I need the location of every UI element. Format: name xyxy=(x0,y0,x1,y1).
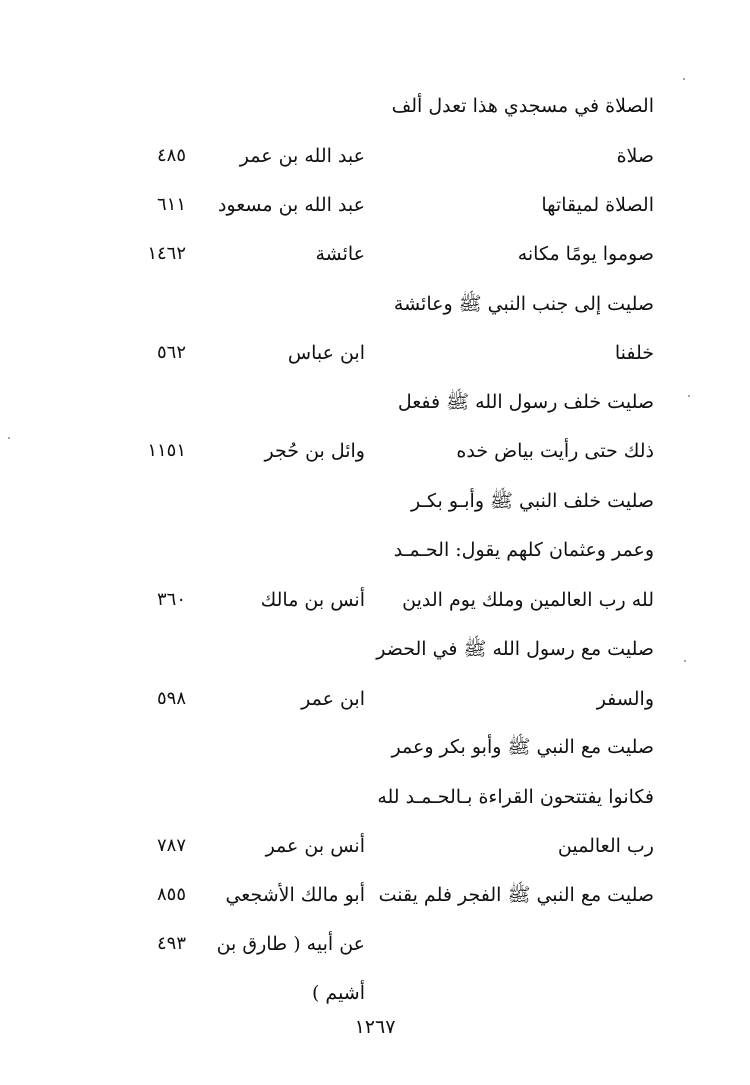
page-number: ١٢٦٧ xyxy=(354,1016,396,1038)
scan-speck xyxy=(688,395,690,397)
hadith-text: ذلك حتى رأيت بياض خده xyxy=(456,440,654,462)
hadith-text: لله رب العالمين وملك يوم الدين xyxy=(402,589,654,611)
index-row xyxy=(0,826,750,866)
hadith-number: ٨٥٥ xyxy=(156,884,186,905)
narrator-name: أنس بن مالك xyxy=(260,589,365,611)
hadith-text: فكانوا يفتتحون القراءة بـالحـمـد لله xyxy=(377,786,654,808)
index-row xyxy=(0,333,750,373)
narrator-name: عبد الله بن مسعود xyxy=(217,194,365,216)
index-row xyxy=(0,629,750,669)
index-row xyxy=(0,481,750,521)
index-row xyxy=(0,777,750,817)
hadith-text: صليت خلف رسول الله ﷺ ففعل xyxy=(397,391,654,413)
hadith-text: الصلاة لميقاتها xyxy=(541,194,654,216)
narrator-name: ابن عباس xyxy=(287,342,365,364)
index-row xyxy=(0,679,750,719)
index-row xyxy=(0,382,750,422)
hadith-number: ٤٨٥ xyxy=(156,145,186,166)
index-row xyxy=(0,973,750,1013)
hadith-number: ٣٦٠ xyxy=(156,589,186,610)
narrator-name: أنس بن عمر xyxy=(265,835,365,857)
hadith-number: ٦١١ xyxy=(156,194,186,215)
narrator-name: عائشة xyxy=(315,243,365,265)
hadith-number: ٥٩٨ xyxy=(156,688,186,709)
narrator-name: أشيم ) xyxy=(311,982,365,1004)
narrator-name: عبد الله بن عمر xyxy=(239,145,365,167)
hadith-number: ١٤٦٢ xyxy=(147,243,186,264)
index-row xyxy=(0,924,750,964)
hadith-text: صليت مع النبي ﷺ الفجر فلم يقنت xyxy=(378,884,654,906)
hadith-text: صليت خلف النبي ﷺ وأبـو بكـر xyxy=(411,490,654,512)
narrator-name: أبو مالك الأشجعي xyxy=(225,884,365,906)
narrator-name: عن أبيه ( طارق بن xyxy=(216,933,365,955)
hadith-number: ٤٩٣ xyxy=(156,933,186,954)
hadith-text: والسفر xyxy=(596,688,654,710)
index-row xyxy=(0,136,750,176)
narrator-name: وائل بن حُجر xyxy=(264,440,365,462)
scan-speck xyxy=(683,78,685,80)
hadith-number: ٧٨٧ xyxy=(156,835,186,856)
hadith-text: صليت إلى جنب النبي ﷺ وعائشة xyxy=(393,293,654,315)
hadith-text: صلاة xyxy=(616,145,654,167)
index-row xyxy=(0,234,750,274)
index-row xyxy=(0,431,750,471)
hadith-text: وعمر وعثمان كلهم يقول: الحـمـد xyxy=(393,539,654,561)
hadith-text: الصلاة في مسجدي هذا تعدل ألف xyxy=(391,95,654,117)
index-row xyxy=(0,86,750,126)
narrator-name: ابن عمر xyxy=(301,688,365,710)
hadith-text: صليت مع النبي ﷺ وأبو بكر وعمر xyxy=(391,736,654,758)
hadith-number: ٥٦٢ xyxy=(156,342,186,363)
index-row xyxy=(0,875,750,915)
scan-speck xyxy=(684,660,686,662)
hadith-text: صليت مع رسول الله ﷺ في الحضر xyxy=(376,638,654,660)
scan-speck xyxy=(8,437,10,439)
index-row xyxy=(0,185,750,225)
hadith-text: رب العالمين xyxy=(557,835,654,857)
index-row xyxy=(0,284,750,324)
hadith-text: خلفنا xyxy=(614,342,654,364)
index-row xyxy=(0,580,750,620)
index-row xyxy=(0,727,750,767)
hadith-number: ١١٥١ xyxy=(147,440,186,461)
index-row xyxy=(0,530,750,570)
hadith-text: صوموا يومًا مكانه xyxy=(517,243,654,265)
